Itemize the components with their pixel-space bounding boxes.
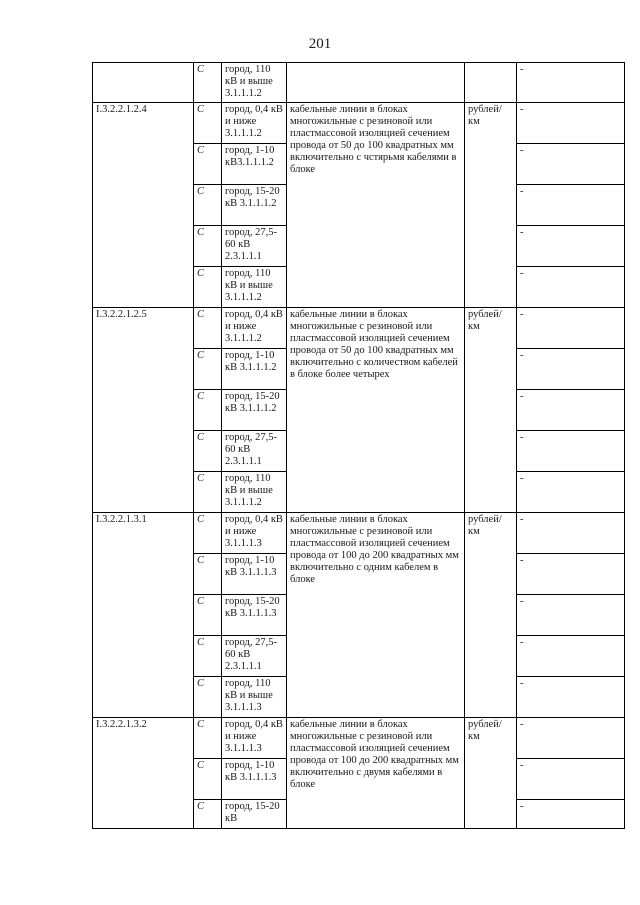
value-cell: - [517,800,625,829]
condition-cell: город, 110 кВ и выше 3.1.1.1.2 [222,63,287,103]
unit-cell [465,63,517,103]
value-cell: - [517,144,625,185]
unit-cell: рублей/км [465,718,517,829]
value-cell: - [517,226,625,267]
value-cell: - [517,472,625,513]
unit-cell: рублей/км [465,103,517,308]
value-cell: - [517,103,625,144]
tariff-table [92,62,625,829]
table-row [93,718,625,759]
value-cell: - [517,718,625,759]
value-cell: - [517,267,625,308]
code-cell: I.3.2.2.1.2.4 [93,103,194,308]
condition-cell: город, 27,5-60 кВ 2.3.1.1.1 [222,636,287,677]
unit-cell: рублей/км [465,308,517,513]
category-cell: C [194,349,222,390]
value-cell: - [517,63,625,103]
category-cell: C [194,472,222,513]
description-cell: кабельные линии в блоках многожильные с резиновой или пластмассовой изоляцией сечением провода от 50 до 100 квадратных мм включительно с количеством кабелей в блоке более четырех [287,308,465,513]
category-cell: C [194,431,222,472]
page-number: 201 [308,36,332,52]
condition-cell: город, 15-20 кВ [222,800,287,829]
description-cell: кабельные линии в блоках многожильные с резиновой или пластмассовой изоляцией сечением провода от 100 до 200 квадратных мм включительно с одним кабелем в блоке [287,513,465,718]
condition-cell: город, 0,4 кВ и ниже 3.1.1.1.2 [222,103,287,144]
condition-cell: город, 0,4 кВ и ниже 3.1.1.1.2 [222,308,287,349]
condition-cell: город, 15-20 кВ 3.1.1.1.2 [222,185,287,226]
condition-cell: город, 1-10 кВ 3.1.1.1.3 [222,759,287,800]
value-cell: - [517,636,625,677]
category-cell: C [194,800,222,829]
table-row [93,513,625,554]
category-cell: C [194,185,222,226]
category-cell: C [194,718,222,759]
category-cell: C [194,63,222,103]
condition-cell: город, 0,4 кВ и ниже 3.1.1.1.3 [222,513,287,554]
category-cell: C [194,677,222,718]
condition-cell: город, 0,4 кВ и ниже 3.1.1.1.3 [222,718,287,759]
condition-cell: город, 1-10 кВ3.1.1.1.2 [222,144,287,185]
category-cell: C [194,513,222,554]
unit-cell: рублей/км [465,513,517,718]
condition-cell: город, 1-10 кВ 3.1.1.1.3 [222,554,287,595]
category-cell: C [194,308,222,349]
value-cell: - [517,349,625,390]
condition-cell: город, 27,5-60 кВ 2.3.1.1.1 [222,226,287,267]
category-cell: C [194,759,222,800]
category-cell: C [194,267,222,308]
category-cell: C [194,226,222,267]
description-cell: кабельные линии в блоках многожильные с резиновой или пластмассовой изоляцией сечением провода от 50 до 100 квадратных мм включительно с чстярьмя кабелями в блоке [287,103,465,308]
condition-cell: город, 15-20 кВ 3.1.1.1.3 [222,595,287,636]
category-cell: C [194,390,222,431]
condition-cell: город, 110 кВ и выше 3.1.1.1.2 [222,472,287,513]
value-cell: - [517,759,625,800]
value-cell: - [517,677,625,718]
table-row [93,63,625,103]
condition-cell: город, 15-20 кВ 3.1.1.1.2 [222,390,287,431]
code-cell: I.3.2.2.1.3.2 [93,718,194,829]
code-cell [93,63,194,103]
condition-cell: город, 1-10 кВ 3.1.1.1.2 [222,349,287,390]
value-cell: - [517,595,625,636]
condition-cell: город, 27,5-60 кВ 2.3.1.1.1 [222,431,287,472]
description-cell [287,63,465,103]
value-cell: - [517,185,625,226]
value-cell: - [517,390,625,431]
value-cell: - [517,554,625,595]
value-cell: - [517,431,625,472]
condition-cell: город, 110 кВ и выше 3.1.1.1.2 [222,267,287,308]
category-cell: C [194,103,222,144]
category-cell: C [194,144,222,185]
value-cell: - [517,513,625,554]
category-cell: C [194,595,222,636]
value-cell: - [517,308,625,349]
table-row [93,103,625,144]
code-cell: I.3.2.2.1.3.1 [93,513,194,718]
category-cell: C [194,554,222,595]
description-cell: кабельные линии в блоках многожильные с резиновой или пластмассовой изоляцией сечением провода от 100 до 200 квадратных мм включительно с двумя кабелями в блоке [287,718,465,829]
category-cell: C [194,636,222,677]
table-row [93,308,625,349]
condition-cell: город, 110 кВ и выше 3.1.1.1.3 [222,677,287,718]
tariff-table-body [93,63,625,829]
code-cell: I.3.2.2.1.2.5 [93,308,194,513]
